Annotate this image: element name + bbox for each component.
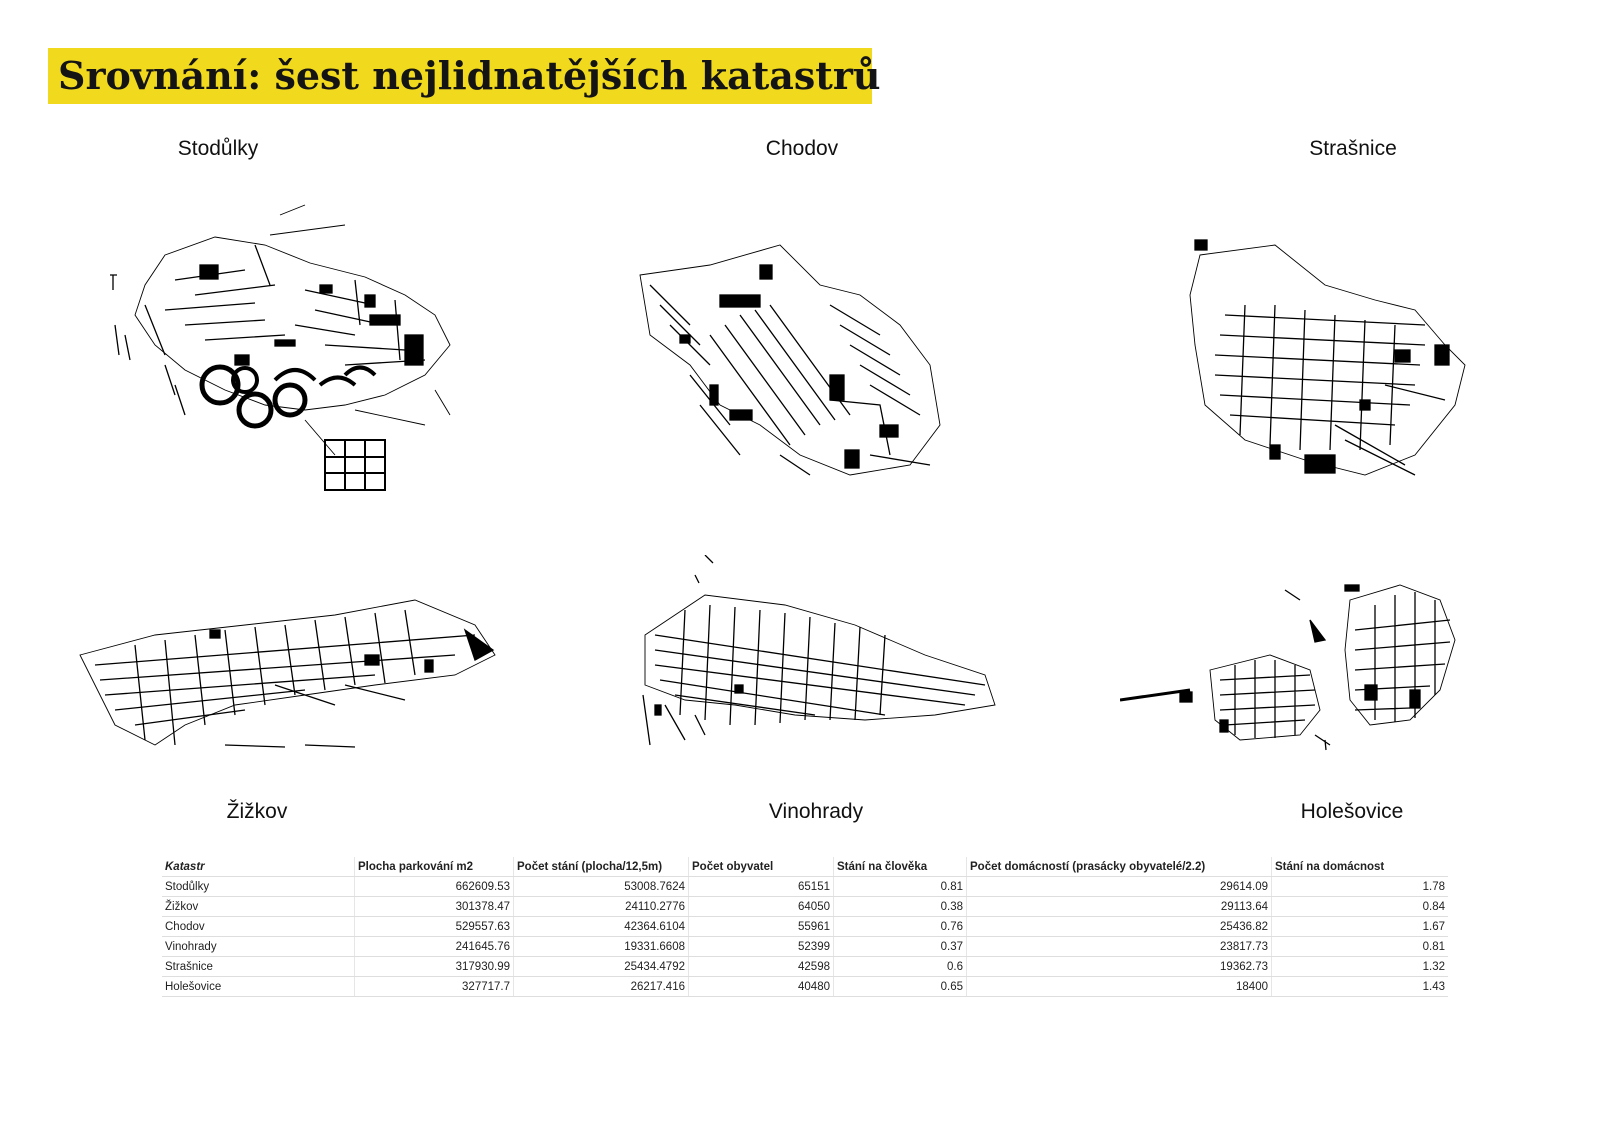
cell-stani-na-cloveka: 0.81 — [834, 877, 967, 897]
map-chodov — [630, 225, 960, 490]
cell-pocet-stani: 26217.416 — [514, 977, 689, 997]
cell-domacnosti: 29614.09 — [967, 877, 1272, 897]
title-banner — [48, 48, 881, 104]
cell-obyvatel: 65151 — [689, 877, 834, 897]
stats-table — [162, 857, 1448, 997]
cell-katastr: Holešovice — [162, 977, 355, 997]
cell-katastr: Stodůlky — [162, 877, 355, 897]
cell-domacnosti: 25436.82 — [967, 917, 1272, 937]
cell-pocet-stani: 42364.6104 — [514, 917, 689, 937]
table-row — [162, 877, 1448, 897]
header-stani-na-cloveka: Stání na člověka — [834, 857, 967, 877]
cell-stani-na-domacnost: 1.43 — [1272, 977, 1449, 997]
cell-obyvatel: 55961 — [689, 917, 834, 937]
cell-pocet-stani: 25434.4792 — [514, 957, 689, 977]
cell-stani-na-domacnost: 0.84 — [1272, 897, 1449, 917]
header-pocet-stani: Počet stání (plocha/12,5m) — [514, 857, 689, 877]
cell-katastr: Strašnice — [162, 957, 355, 977]
table-row — [162, 937, 1448, 957]
cell-pocet-stani: 53008.7624 — [514, 877, 689, 897]
map-zizkov — [75, 575, 505, 765]
slide-title: Srovnání: šest nejlidnatějších katastrů — [58, 53, 881, 98]
map-label-chodov: Chodov — [765, 137, 839, 160]
table-row — [162, 897, 1448, 917]
map-strasnice — [1185, 225, 1485, 485]
cell-obyvatel: 52399 — [689, 937, 834, 957]
cell-katastr: Chodov — [162, 917, 355, 937]
table-row — [162, 977, 1448, 997]
cell-plocha: 241645.76 — [355, 937, 514, 957]
cell-stani-na-domacnost: 1.78 — [1272, 877, 1449, 897]
cell-domacnosti: 29113.64 — [967, 897, 1272, 917]
header-plocha: Plocha parkování m2 — [355, 857, 514, 877]
cell-obyvatel: 40480 — [689, 977, 834, 997]
cell-obyvatel: 64050 — [689, 897, 834, 917]
cell-stani-na-cloveka: 0.76 — [834, 917, 967, 937]
cell-domacnosti: 19362.73 — [967, 957, 1272, 977]
cell-obyvatel: 42598 — [689, 957, 834, 977]
table-row — [162, 957, 1448, 977]
header-katastr: Katastr — [162, 857, 355, 877]
map-label-zizkov: Žižkov — [226, 800, 288, 823]
map-label-vinohrady: Vinohrady — [768, 800, 864, 823]
cell-stani-na-cloveka: 0.38 — [834, 897, 967, 917]
cell-domacnosti: 18400 — [967, 977, 1272, 997]
cell-pocet-stani: 19331.6608 — [514, 937, 689, 957]
table-row — [162, 917, 1448, 937]
cell-plocha: 301378.47 — [355, 897, 514, 917]
cell-plocha: 317930.99 — [355, 957, 514, 977]
cell-stani-na-cloveka: 0.65 — [834, 977, 967, 997]
header-obyvatel: Počet obyvatel — [689, 857, 834, 877]
map-holesovice — [1120, 580, 1465, 755]
cell-stani-na-domacnost: 1.32 — [1272, 957, 1449, 977]
cell-domacnosti: 23817.73 — [967, 937, 1272, 957]
map-stodulky — [105, 185, 485, 500]
header-domacnosti: Počet domácností (prasácky obyvatelé/2.2) — [967, 857, 1272, 877]
cell-katastr: Vinohrady — [162, 937, 355, 957]
cell-pocet-stani: 24110.2776 — [514, 897, 689, 917]
cell-plocha: 529557.63 — [355, 917, 514, 937]
cell-plocha: 662609.53 — [355, 877, 514, 897]
map-vinohrady — [635, 555, 1005, 755]
map-label-stodulky: Stodůlky — [177, 137, 259, 160]
cell-stani-na-cloveka: 0.37 — [834, 937, 967, 957]
table-header-row — [162, 857, 1448, 877]
header-stani-na-domacnost: Stání na domácnost — [1272, 857, 1449, 877]
cell-stani-na-cloveka: 0.6 — [834, 957, 967, 977]
cell-stani-na-domacnost: 0.81 — [1272, 937, 1449, 957]
map-label-strasnice: Strašnice — [1309, 137, 1397, 160]
cell-plocha: 327717.7 — [355, 977, 514, 997]
map-label-holesovice: Holešovice — [1300, 800, 1404, 823]
cell-katastr: Žižkov — [162, 897, 355, 917]
cell-stani-na-domacnost: 1.67 — [1272, 917, 1449, 937]
